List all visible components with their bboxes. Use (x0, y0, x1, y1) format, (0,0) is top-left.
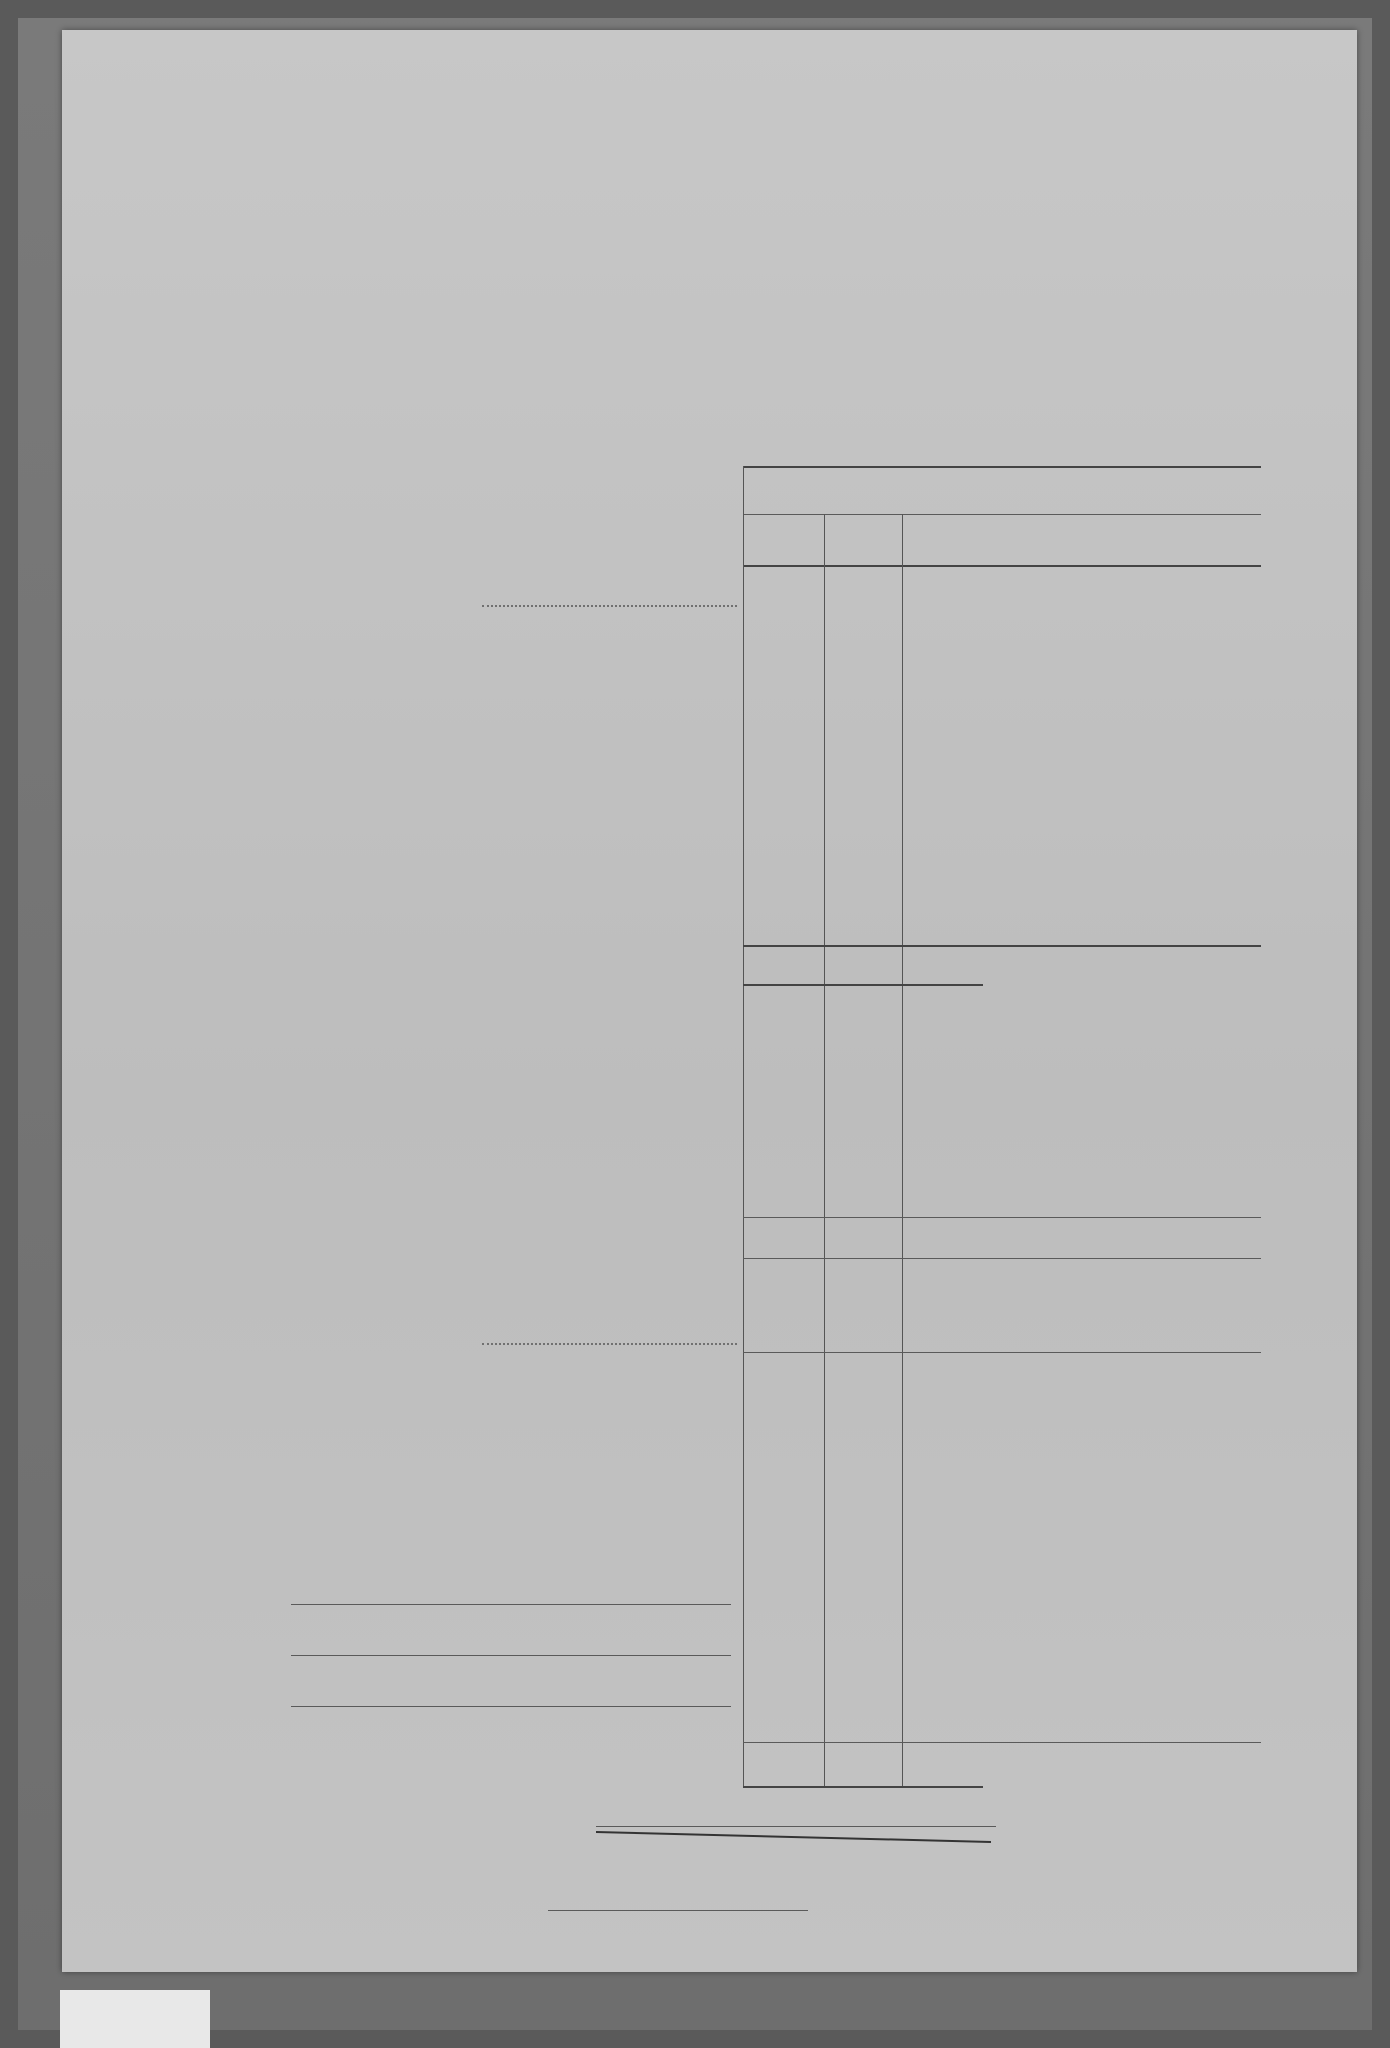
printer-rule (548, 1910, 808, 1911)
table-vline-2 (824, 514, 825, 1786)
table-header-bottom-rule (743, 565, 1261, 567)
intro-paragraph-2 (219, 356, 1263, 378)
signature-arrow (596, 1830, 996, 1844)
q1-leader-dots (482, 605, 737, 607)
q3-blank-line-3 (291, 1706, 731, 1707)
scan-corner (60, 1990, 210, 2048)
signature-line (596, 1826, 996, 1827)
table-vline-1 (743, 466, 744, 1786)
form-page (62, 30, 1357, 1972)
q3-sum-top-rule (743, 1742, 1261, 1743)
q3-answer-rule (743, 1352, 1261, 1353)
q2-sum-top-rule (743, 1217, 1261, 1218)
q1-sum-bottom-rule (743, 984, 983, 986)
q3-blank-line-2 (291, 1655, 731, 1656)
q2-sum-bottom-rule (743, 1258, 1261, 1259)
intro-paragraph-3 (219, 404, 1263, 426)
table-top-rule (743, 466, 1261, 468)
q3-blank-line-1 (291, 1604, 731, 1605)
q1-sum-top-rule (743, 945, 1261, 947)
intro-paragraph-1 (219, 281, 1263, 303)
q3-sum-bottom-rule (743, 1786, 983, 1788)
table-header-rule (743, 514, 1261, 515)
q3-leader-dots (482, 1343, 737, 1345)
table-vline-3 (902, 514, 903, 1786)
